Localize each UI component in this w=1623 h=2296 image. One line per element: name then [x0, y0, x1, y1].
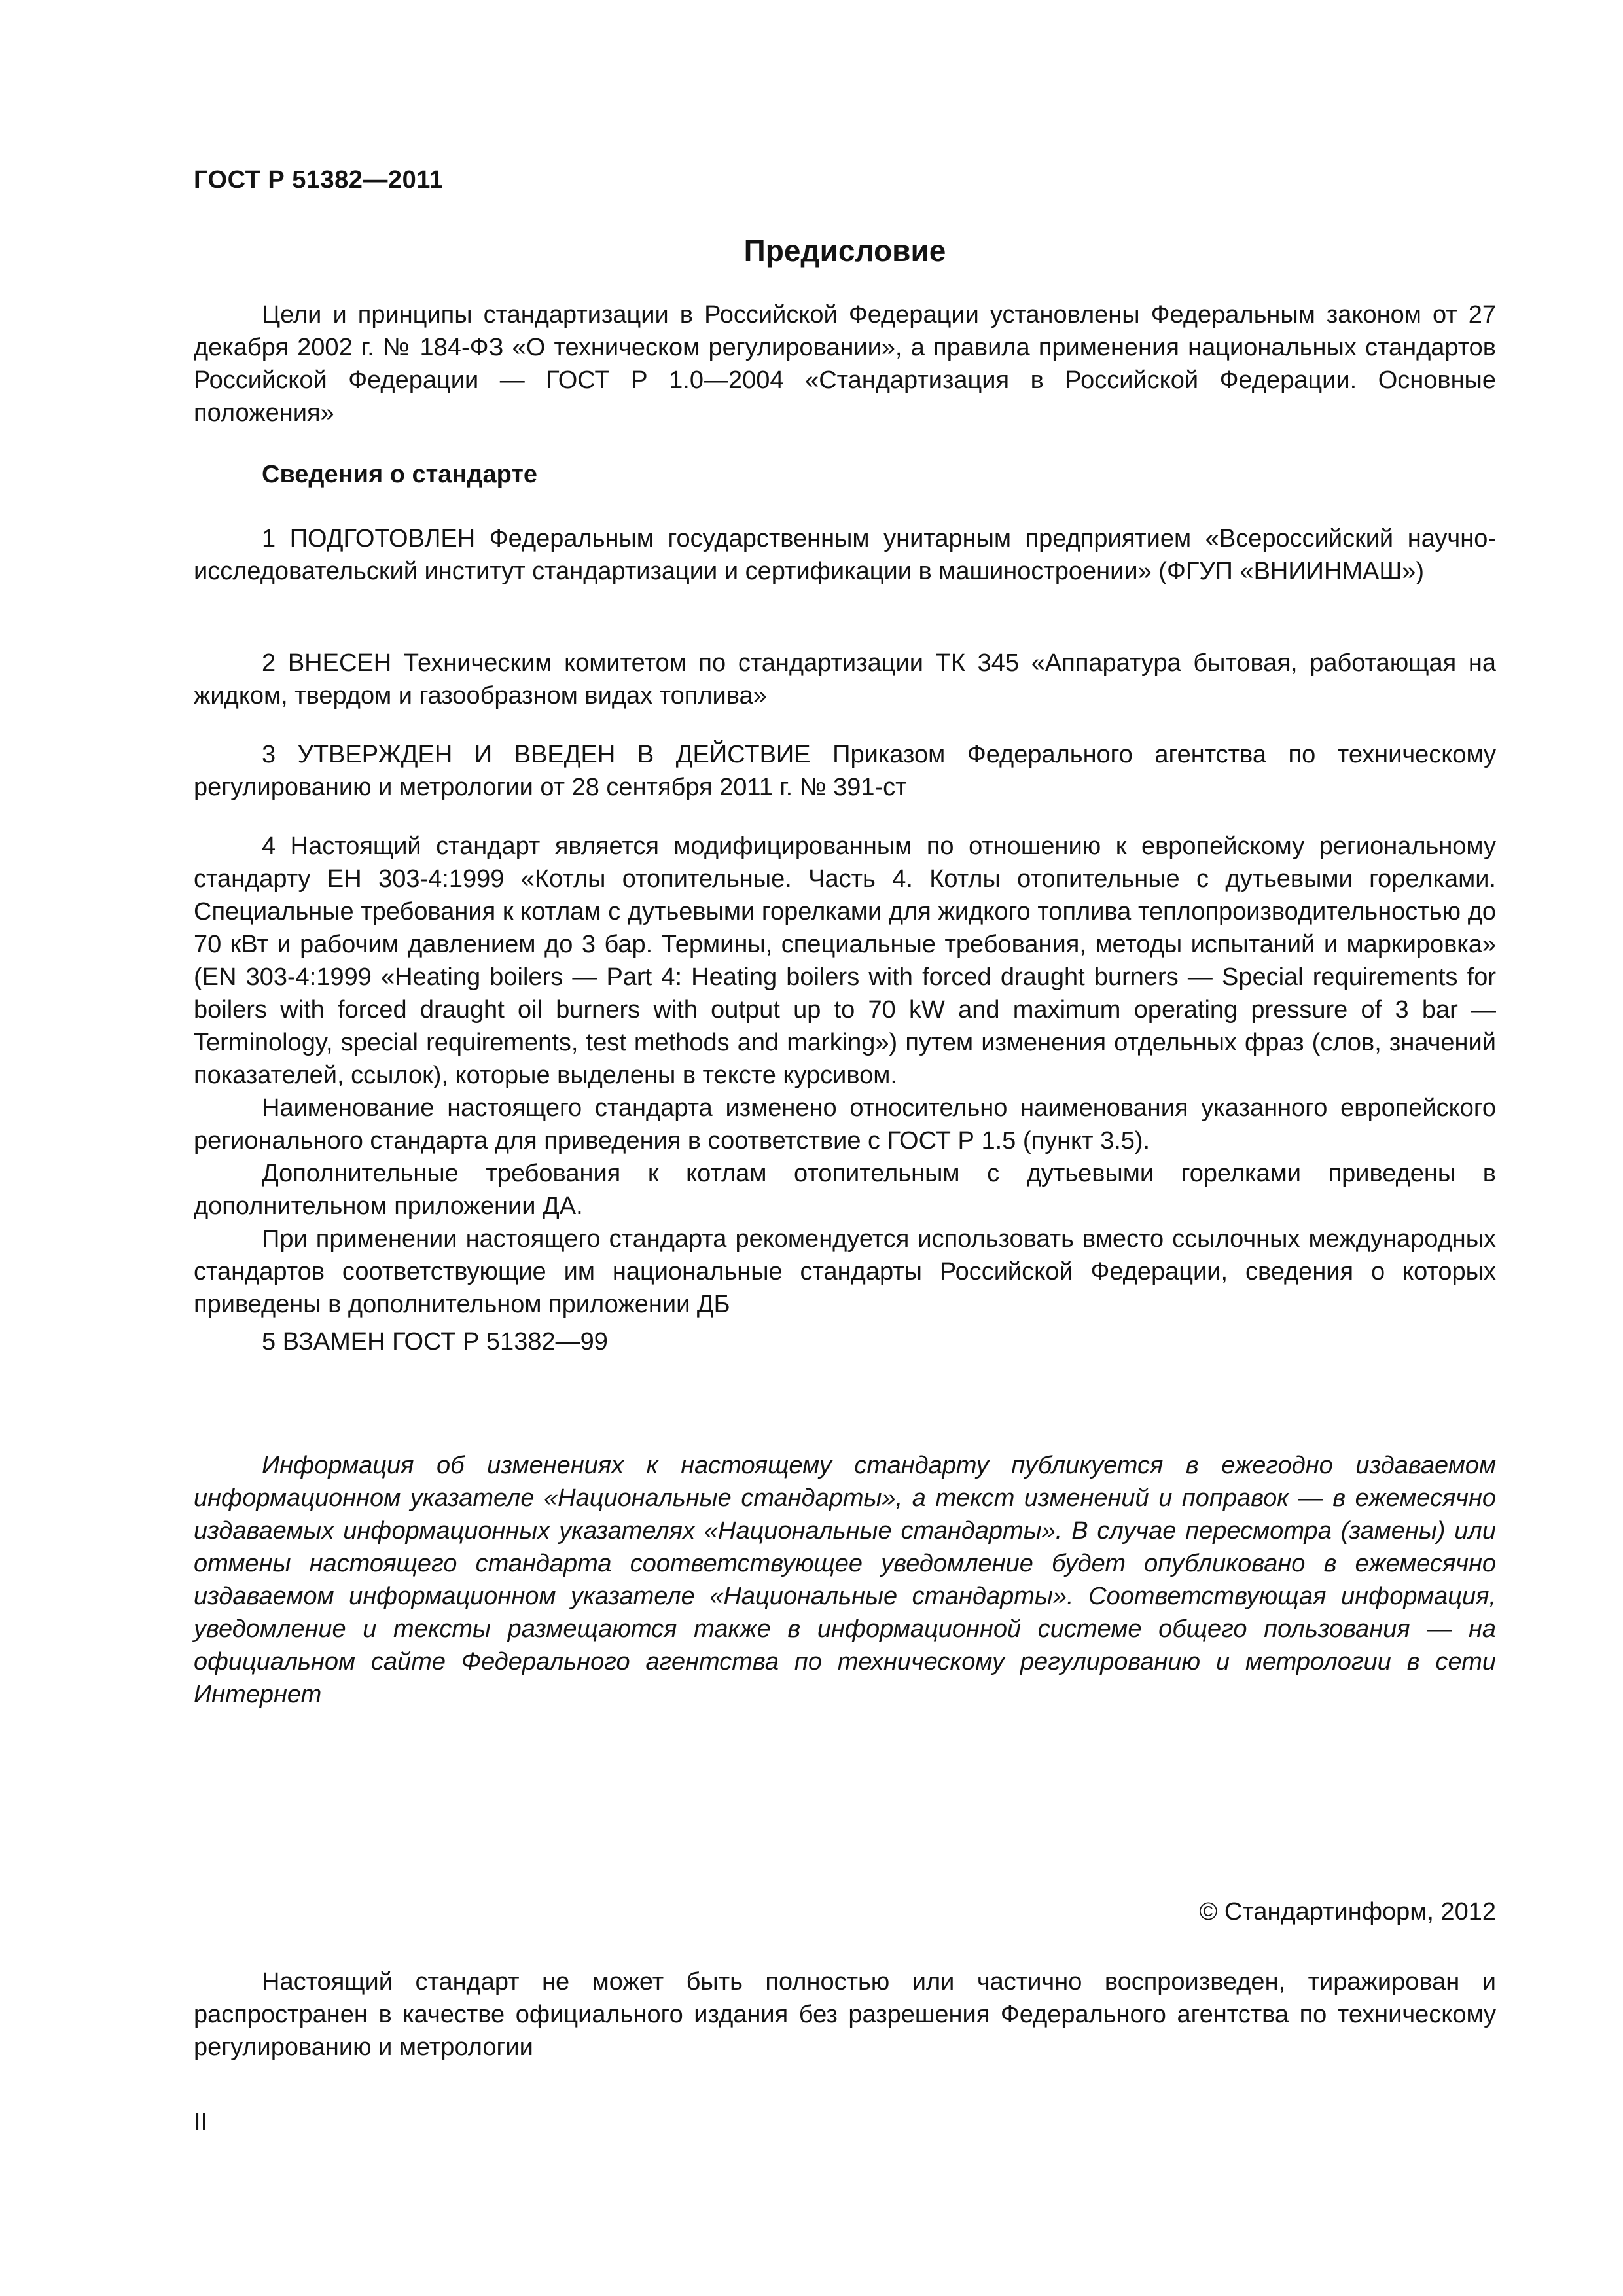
item-1-paragraph	[194, 522, 1496, 588]
item-4-additional-requirements-text: Дополнительные требования к котлам отопительным с дутьевыми горелками приведены в дополнительном приложении ДА.	[194, 1160, 1496, 1220]
intro-text: Цели и принципы стандартизации в Российской Федерации установлены Федеральным законом от 27 декабря 2002 г. № 184-ФЗ «О техническом регулировании», а правила применения национальных стандартов Российской Федерации — ГОСТ Р 1.0—2004 «Стандартизация в Российской Федерации. Основные положения»	[194, 301, 1496, 427]
item-4-name-change-text: Наименование настоящего стандарта изменено относительно наименования указанного европейского регионального стандарта для приведения в соответствие с ГОСТ Р 1.5 (пункт 3.5).	[194, 1094, 1496, 1155]
item-3-paragraph	[194, 738, 1496, 804]
standard-code-header: ГОСТ Р 51382—2011	[194, 166, 444, 194]
item-4-text: 4 Настоящий стандарт является модифицированным по отношению к европейскому региональному стандарту ЕН 303-4:1999 «Котлы отопительные. Часть 4. Котлы отопительные с дутьевыми горелками. Специальные требования к котлам с дутьевыми горелками для жидкого топлива теплопроизводительностью до 70 кВт и рабочим давлением до 3 бар. Термины, специальные требования, методы испытаний и маркировка» (EN 303-4:1999 «Heating boilers — Part 4: Heating boilers with forced draught burners — Special requirements for boilers with forced draught oil burners with output up to 70 kW and maximum operating pressure of 3 bar — Terminology, special requirements, test methods and marking») путем изменения отдельных фраз (слов, значений показателей, ссылок), которые выделены в тексте курсивом.	[194, 833, 1496, 1089]
copyright-line: © Стандартинформ, 2012	[1199, 1898, 1496, 1926]
info-heading: Сведения о стандарте	[262, 461, 538, 488]
page-title: Предисловие	[743, 234, 946, 268]
item-4-paragraph	[194, 830, 1496, 1321]
reproduction-notice-text: Настоящий стандарт не может быть полностью или частично воспроизведен, тиражирован и распространен в качестве официального издания без разрешения Федерального агентства по техническому регулированию и метрологии	[194, 1968, 1496, 2061]
item-3-text: 3 УТВЕРЖДЕН И ВВЕДЕН В ДЕЙСТВИЕ Приказом Федерального агентства по техническому регулированию и метрологии от 28 сентября 2011 г. № 391-ст	[194, 741, 1496, 801]
item-5-text: 5 ВЗАМЕН ГОСТ Р 51382—99	[262, 1328, 608, 1355]
page-number: II	[194, 2109, 208, 2136]
item-4-reference-standards-text: При применении настоящего стандарта рекомендуется использовать вместо ссылочных международных стандартов соответствующие им национальные стандарты Российской Федерации, сведения о которых приведены в дополнительном приложении ДБ	[194, 1225, 1496, 1318]
item-5-paragraph	[194, 1325, 1496, 1358]
item-1-text: 1 ПОДГОТОВЛЕН Федеральным государственным унитарным предприятием «Всероссийский научно-исследовательский институт стандартизации и сертификации в машиностроении» (ФГУП «ВНИИНМАШ»)	[194, 525, 1496, 585]
amendments-notice	[194, 1449, 1496, 1711]
intro-paragraph	[194, 298, 1496, 429]
amendments-notice-text: Информация об изменениях к настоящему стандарту публикуется в ежегодно издаваемом информационном указателе «Национальные стандарты», а текст изменений и поправок — в ежемесячно издаваемых информационных указателях «Национальные стандарты». В случае пересмотра (замены) или отмены настоящего стандарта соответствующее уведомление будет опубликовано в ежемесячно издаваемом информационном указателе «Национальные стандарты». Соответствующая информация, уведомление и тексты размещаются также в информационной системе общего пользования — на официальном сайте Федерального агентства по техническому регулированию и метрологии в сети Интернет	[194, 1452, 1496, 1708]
reproduction-notice	[194, 1965, 1496, 2064]
item-2-paragraph	[194, 647, 1496, 712]
item-2-text: 2 ВНЕСЕН Техническим комитетом по стандартизации ТК 345 «Аппаратура бытовая, работающая на жидком, твердом и газообразном видах топлива»	[194, 649, 1496, 709]
